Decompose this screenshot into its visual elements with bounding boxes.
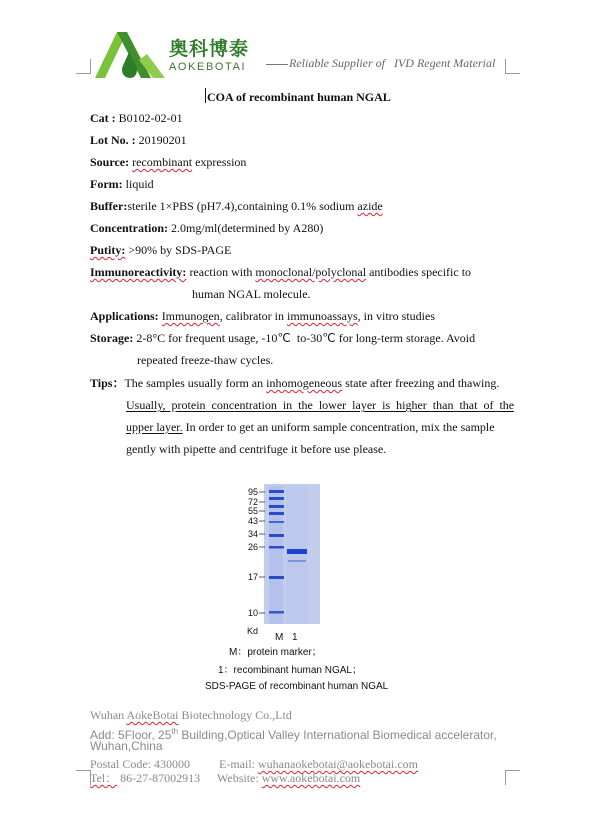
marker-label-72: 72 — [247, 497, 258, 507]
footer-company-a: Wuhan — [90, 708, 127, 722]
form-line — [90, 177, 154, 191]
lot-value: 20190201 — [135, 133, 187, 147]
footer-tel-value: 86-27-87002913 — [117, 771, 201, 785]
crop-mark-top-right — [505, 59, 520, 74]
tagline: Reliable Supplier of IVD Regent Material — [289, 56, 496, 70]
immunoreactivity-line-2: human NGAL molecule. — [192, 287, 311, 301]
footer-address-a: Add: 5Floor, 25 — [90, 728, 172, 742]
tips-line-1 — [90, 376, 499, 390]
company-logo — [95, 30, 265, 82]
source-value-recombinant: recombinant — [132, 155, 193, 169]
marker-label-55: 55 — [247, 506, 258, 516]
kd-unit-label: Kd — [247, 626, 259, 636]
footer-company-c: Biotechnology Co.,Ltd — [178, 708, 292, 722]
applications-line — [90, 309, 435, 323]
lot-line — [90, 133, 187, 147]
cat-label: Cat : — [90, 111, 116, 125]
marker-label-34: 34 — [247, 529, 258, 539]
footer-email-link[interactable]: wuhanaokebotai@aokebotai.com — [258, 757, 418, 771]
footer-tel — [90, 771, 200, 785]
footer-email-label: E-mail: — [219, 757, 258, 771]
cat-line — [90, 111, 183, 125]
buffer-line — [90, 199, 383, 213]
sds-page-gel-figure — [240, 484, 320, 644]
marker-label-10: 10 — [247, 608, 258, 618]
source-value-rest: expression — [192, 155, 247, 169]
marker-label-17: 17 — [247, 572, 258, 582]
footer-website-link[interactable]: www.aokebotai.com — [261, 771, 361, 785]
purity-label: Putity: — [90, 243, 126, 257]
purity-line — [90, 243, 231, 257]
crop-mark-bottom-left — [76, 770, 91, 785]
tips-line-2: Usually, protein concentration in the lower layer is higher than that of the — [126, 398, 515, 412]
source-label: Source: — [90, 155, 130, 169]
applications-immunoassays: immunoassays — [287, 309, 358, 323]
immunoreactivity-value-rest: antibodies specific to — [366, 265, 472, 279]
footer-website-label: Website: — [217, 771, 262, 785]
footer-email — [219, 757, 418, 771]
form-label: Form: — [90, 177, 123, 191]
tips-text-3b: In order to get an uniform sample concentration, mix the sample — [182, 420, 495, 434]
form-value: liquid — [122, 177, 154, 191]
tips-text-1a: The samples usually form an — [124, 376, 267, 390]
gel-caption-title: SDS-PAGE of recombinant human NGAL — [205, 681, 389, 692]
marker-label-43: 43 — [247, 516, 258, 526]
source-line — [90, 155, 246, 169]
applications-label: Applications: — [90, 309, 159, 323]
marker-label-26: 26 — [247, 542, 258, 552]
logo-mark — [95, 30, 167, 80]
immunoreactivity-value: reaction with — [186, 265, 256, 279]
tips-text-1c: state after freezing and thawing. — [342, 376, 500, 390]
footer-website — [217, 771, 360, 785]
concentration-label: Concentration: — [90, 221, 168, 235]
tips-upper-layer: upper layer. — [126, 420, 183, 434]
footer-address-line-2: Wuhan,China — [90, 739, 163, 753]
crop-mark-bottom-right — [505, 770, 520, 785]
buffer-value: sterile 1×PBS (pH7.4),containing 0.1% sodium — [127, 199, 358, 213]
logo-chinese-text: 奥科博泰 — [169, 38, 250, 60]
footer-address-sup: th — [171, 727, 179, 736]
applications-value-rest: , in vitro studies — [357, 309, 436, 323]
applications-value: , calibrator in — [219, 309, 287, 323]
buffer-label: Buffer: — [90, 199, 128, 213]
immunoreactivity-label: Immunoreactivity: — [90, 265, 187, 279]
gel-caption-lane1: 1：recombinant human NGAL； — [218, 665, 362, 676]
cat-value: B0102-02-01 — [115, 111, 183, 125]
storage-line-2: repeated freeze-thaw cycles. — [137, 353, 274, 367]
buffer-value-azide: azide — [357, 199, 383, 213]
text-cursor — [205, 88, 206, 103]
applications-immunogen: Immunogen — [161, 309, 220, 323]
document-title: COA of recombinant human NGAL — [207, 90, 391, 104]
footer-address-b: Building,Optical Valley International Biomedical accelerator, — [178, 728, 497, 742]
purity-value: >90% by SDS-PAGE — [125, 243, 232, 257]
immunoreactivity-antibody-type: monoclonal/polyclonal — [255, 265, 367, 279]
marker-label-95: 95 — [247, 487, 258, 497]
tips-line-3 — [126, 420, 495, 434]
concentration-value: 2.0mg/ml(determined by A280) — [168, 221, 324, 235]
concentration-line — [90, 221, 323, 235]
logo-english-text: AOKEBOTAI — [169, 61, 247, 73]
tips-inhomogeneous: inhomogeneous — [266, 376, 343, 390]
storage-value: 2-8°C for frequent usage, -10℃ to-30℃ for long-term storage. Avoid — [133, 331, 476, 345]
footer-tel-label: Tel： — [90, 771, 118, 785]
immunoreactivity-line — [90, 265, 471, 279]
footer-company — [90, 708, 292, 722]
storage-line — [90, 331, 475, 345]
tips-label: Tips： — [90, 376, 125, 390]
storage-label: Storage: — [90, 331, 134, 345]
tagline-rule — [266, 64, 288, 65]
lane-1-label: 1 — [292, 632, 298, 643]
footer-company-brand: AokeBotai — [126, 708, 179, 722]
lot-label: Lot No. : — [90, 133, 136, 147]
tips-line-4: gently with pipette and centrifuge it before use please. — [126, 442, 387, 456]
footer-postal: Postal Code: 430000 — [90, 757, 191, 771]
crop-mark-top-left — [76, 59, 91, 74]
gel-caption-marker: M：protein marker； — [229, 647, 322, 658]
lane-m-label: M — [275, 632, 284, 643]
